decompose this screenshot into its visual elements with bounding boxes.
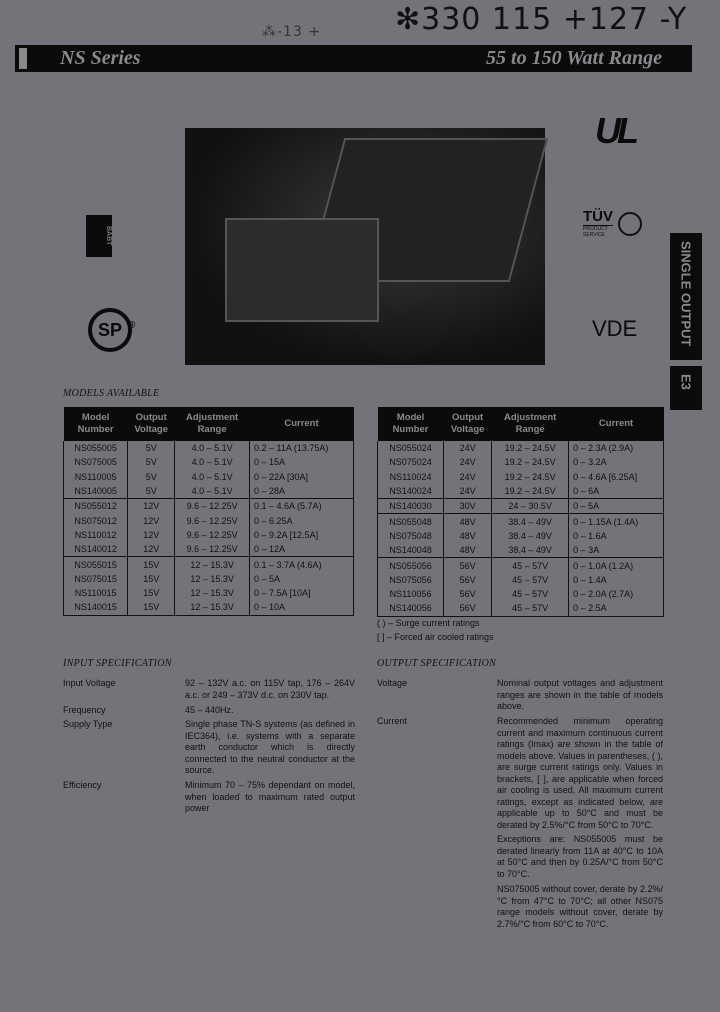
current-rating: 0 – 3.2A xyxy=(569,455,664,469)
output-voltage: 15V xyxy=(128,600,175,615)
output-voltage: 24V xyxy=(444,470,492,484)
table-row xyxy=(64,600,354,615)
models-table-left xyxy=(63,407,354,616)
model-number: NS055012 xyxy=(64,499,128,514)
column-header xyxy=(64,407,128,441)
banner-mark-icon xyxy=(19,48,27,69)
model-number: NS110056 xyxy=(378,587,444,601)
column-header xyxy=(444,407,492,441)
output-voltage: 24V xyxy=(444,441,492,455)
column-header-line: Current xyxy=(598,418,634,429)
current-rating: 0 – 1.6A xyxy=(569,529,664,543)
adjustment-range: 45 – 57V xyxy=(492,573,569,587)
table-row xyxy=(64,499,354,514)
current-rating: 0 – 2.3A (2.9A) xyxy=(569,441,664,455)
adjustment-range: 38.4 – 49V xyxy=(492,514,569,529)
current-rating: 0.2 – 11A (13.75A) xyxy=(250,441,354,455)
spec-label: Input Voltage xyxy=(63,678,116,688)
current-rating: 0 – 3A xyxy=(569,543,664,558)
adjustment-range: 9.6 – 12.25V xyxy=(175,542,250,557)
model-number: NS075005 xyxy=(64,455,128,469)
column-header-line: Adjustment xyxy=(504,412,557,423)
adjustment-range: 19.2 – 24.5V xyxy=(492,455,569,469)
table-row xyxy=(378,543,664,558)
table-row xyxy=(64,557,354,572)
tab-single-output-label: SINGLE OUTPUT xyxy=(678,241,694,347)
current-rating: 0 – 10A xyxy=(250,600,354,615)
current-rating: 0.1 – 3.7A (4.6A) xyxy=(250,557,354,572)
output-voltage: 56V xyxy=(444,601,492,616)
table-row xyxy=(378,499,664,514)
handwritten-note: ✻330 115 +127 -Y xyxy=(395,2,688,37)
spec-value: Recommended minimum operating current and maximum continuous current ratings (Imax) are shown in the table of models above. Values in parentheses, ( ), are surge current ratings only. Values in brackets, [ ], are applicable when forced air cooling is used. All maximum current ratings, except as indicated below, are applicable up to 50°C and must be derated by 2.5%/°C from 50°C to 70°C. xyxy=(497,716,663,830)
output-spec-heading: OUTPUT SPECIFICATION xyxy=(377,658,497,669)
table-row xyxy=(64,441,354,455)
table-row xyxy=(64,455,354,469)
adjustment-range: 45 – 57V xyxy=(492,601,569,616)
adjustment-range: 4.0 – 5.1V xyxy=(175,441,250,455)
adjustment-range: 12 – 15.3V xyxy=(175,557,250,572)
output-voltage: 15V xyxy=(128,557,175,572)
model-number: NS140030 xyxy=(378,499,444,514)
column-header-line: Adjustment xyxy=(185,412,239,423)
spec-value: Nominal output voltages and adjustment ranges are shown in the table of models above. xyxy=(497,678,663,711)
vde-logo: VDE xyxy=(592,316,638,341)
registered-icon: ® xyxy=(128,320,136,331)
column-header xyxy=(569,407,664,441)
column-header-line: Current xyxy=(284,418,319,429)
output-voltage: 24V xyxy=(444,484,492,499)
adjustment-range: 38.4 – 49V xyxy=(492,543,569,558)
input-spec-heading: INPUT SPECIFICATION xyxy=(63,658,172,669)
spec-label: Voltage xyxy=(377,678,408,688)
spec-value: 92 – 132V a.c. on 115V tap, 176 – 264V a.c. or 249 – 373V d.c. on 230V tap. xyxy=(185,678,355,700)
column-header-line: Voltage xyxy=(450,424,485,435)
models-available-heading: MODELS AVAILABLE xyxy=(63,388,160,399)
current-rating: 0 – 7.5A [10A] xyxy=(250,586,354,600)
current-rating: 0 – 4.6A [6.25A] xyxy=(569,470,664,484)
model-number: NS055056 xyxy=(378,558,444,573)
table-row xyxy=(64,586,354,600)
tab-next-label: E3 xyxy=(678,374,694,390)
column-header-line: Voltage xyxy=(134,424,169,435)
handwritten-note-small: ⁂-13 + xyxy=(262,24,322,40)
model-number: NS140024 xyxy=(378,484,444,499)
model-number: NS140056 xyxy=(378,601,444,616)
spec-label: Frequency xyxy=(63,705,106,715)
output-voltage: 15V xyxy=(128,572,175,586)
column-header xyxy=(128,407,175,441)
spec-value: 45 – 440Hz. xyxy=(185,705,234,715)
current-rating: 0 – 1.15A (1.4A) xyxy=(569,514,664,529)
output-voltage: 5V xyxy=(128,484,175,499)
exception-text: NS075005 without cover, derate by 2.2%/°C from 47°C to 70°C; all other NS075 range models without cover, derate by 2.7%/°C from 60°C to 70°C. xyxy=(497,884,663,929)
ul-logo: UL xyxy=(595,110,635,151)
column-header-line: Number xyxy=(392,424,429,435)
babt-logo: BABT xyxy=(86,215,112,257)
model-number: NS140015 xyxy=(64,600,128,615)
model-number: NS110024 xyxy=(378,470,444,484)
column-header-line: Output xyxy=(135,412,167,423)
adjustment-range: 24 – 30.5V xyxy=(492,499,569,514)
surge-note: ( ) – Surge current ratings xyxy=(377,618,480,628)
output-voltage: 56V xyxy=(444,573,492,587)
model-number: NS140005 xyxy=(64,484,128,499)
watt-range-title: 55 to 150 Watt Range xyxy=(486,47,662,69)
model-number: NS055048 xyxy=(378,514,444,529)
output-voltage: 48V xyxy=(444,543,492,558)
adjustment-range: 12 – 15.3V xyxy=(175,600,250,615)
table-row xyxy=(64,470,354,484)
models-table-right xyxy=(377,407,664,617)
model-number: NS055005 xyxy=(64,441,128,455)
exception-text: Exceptions are: NS055005 must be derated linearly from 11A at 40°C to 10A at 50°C and then by 0.25A/°C from 50°C to 70°C. xyxy=(497,834,663,879)
output-voltage: 24V xyxy=(444,455,492,469)
column-header-line: Output xyxy=(452,412,484,423)
adjustment-range: 4.0 – 5.1V xyxy=(175,470,250,484)
forced-air-note: [ ] – Forced air cooled ratings xyxy=(377,632,494,642)
output-spec xyxy=(377,678,663,938)
product-photo xyxy=(185,128,545,365)
adjustment-range: 9.6 – 12.25V xyxy=(175,513,250,527)
output-voltage: 48V xyxy=(444,529,492,543)
spec-label: Efficiency xyxy=(63,780,102,790)
current-rating: 0 – 2.0A (2.7A) xyxy=(569,587,664,601)
table-row xyxy=(64,484,354,499)
output-voltage: 56V xyxy=(444,558,492,573)
spec-label: Current xyxy=(377,716,408,726)
model-number: NS075048 xyxy=(378,529,444,543)
table-row xyxy=(378,601,664,616)
tuv-logo-text: TÜV xyxy=(583,208,613,225)
output-voltage: 5V xyxy=(128,470,175,484)
current-rating: 0 – 5A xyxy=(250,572,354,586)
tuv-logo xyxy=(583,208,613,238)
column-header-line: Range xyxy=(197,424,227,435)
column-header xyxy=(250,407,354,441)
current-rating: 0 – 15A xyxy=(250,455,354,469)
current-rating: 0 – 2.5A xyxy=(569,601,664,616)
adjustment-range: 12 – 15.3V xyxy=(175,586,250,600)
adjustment-range: 9.6 – 12.25V xyxy=(175,499,250,514)
model-number: NS055015 xyxy=(64,557,128,572)
spec-value: Minimum 70 – 75% dependant on model, when loaded to maximum rated output power xyxy=(185,780,355,813)
table-row xyxy=(378,529,664,543)
spec-label: Supply Type xyxy=(63,719,113,729)
table-row xyxy=(64,528,354,542)
column-header-line: Number xyxy=(77,424,114,435)
output-voltage: 48V xyxy=(444,514,492,529)
model-number: NS140012 xyxy=(64,542,128,557)
current-rating: 0 – 6A xyxy=(569,484,664,499)
adjustment-range: 45 – 57V xyxy=(492,558,569,573)
table-row xyxy=(378,484,664,499)
model-number: NS110015 xyxy=(64,586,128,600)
input-spec xyxy=(63,678,355,828)
tuv-seal-icon xyxy=(618,212,642,236)
model-number: NS055024 xyxy=(378,441,444,455)
tab-single-output[interactable] xyxy=(670,233,702,360)
spec-value: Single phase TN-S systems (as defined in IEC364), i.e. systems with a separate earth conductor which is directly connected to the neutral conductor at the source. xyxy=(185,719,355,775)
adjustment-range: 4.0 – 5.1V xyxy=(175,484,250,499)
current-rating: 0 – 5A xyxy=(569,499,664,514)
model-number: NS075015 xyxy=(64,572,128,586)
output-voltage: 12V xyxy=(128,513,175,527)
adjustment-range: 4.0 – 5.1V xyxy=(175,455,250,469)
current-rating: 0 – 12A xyxy=(250,542,354,557)
current-rating: 0 – 22A [30A] xyxy=(250,470,354,484)
series-title: NS Series xyxy=(60,47,141,69)
table-row xyxy=(378,470,664,484)
current-rating: 0 – 9.2A [12.5A] xyxy=(250,528,354,542)
table-row xyxy=(378,587,664,601)
output-voltage: 56V xyxy=(444,587,492,601)
table-row xyxy=(378,558,664,573)
adjustment-range: 38.4 – 49V xyxy=(492,529,569,543)
table-row xyxy=(378,455,664,469)
table-row xyxy=(64,542,354,557)
model-number: NS075056 xyxy=(378,573,444,587)
adjustment-range: 19.2 – 24.5V xyxy=(492,470,569,484)
adjustment-range: 12 – 15.3V xyxy=(175,572,250,586)
table-row xyxy=(378,441,664,455)
model-number: NS140048 xyxy=(378,543,444,558)
table-row xyxy=(64,513,354,527)
output-voltage: 12V xyxy=(128,542,175,557)
output-voltage: 30V xyxy=(444,499,492,514)
adjustment-range: 19.2 – 24.5V xyxy=(492,441,569,455)
csa-logo: SP xyxy=(88,308,132,352)
tab-next-section[interactable] xyxy=(670,366,702,410)
adjustment-range: 19.2 – 24.5V xyxy=(492,484,569,499)
output-voltage: 12V xyxy=(128,528,175,542)
model-number: NS075024 xyxy=(378,455,444,469)
column-header-line: Model xyxy=(81,412,110,423)
current-rating: 0 – 1.4A xyxy=(569,573,664,587)
power-supply-board-image xyxy=(225,218,379,322)
adjustment-range: 45 – 57V xyxy=(492,587,569,601)
table-row xyxy=(378,514,664,529)
output-voltage: 15V xyxy=(128,586,175,600)
adjustment-range: 9.6 – 12.25V xyxy=(175,528,250,542)
column-header-line: Range xyxy=(515,424,545,435)
table-row xyxy=(64,572,354,586)
current-rating: 0 – 28A xyxy=(250,484,354,499)
output-voltage: 5V xyxy=(128,441,175,455)
output-voltage: 5V xyxy=(128,455,175,469)
column-header xyxy=(492,407,569,441)
model-number: NS110012 xyxy=(64,528,128,542)
output-voltage: 12V xyxy=(128,499,175,514)
current-rating: 0 – 6.25A xyxy=(250,513,354,527)
table-row xyxy=(378,573,664,587)
tuv-logo-subtext: PRODUCT SERVICE xyxy=(583,226,608,238)
column-header xyxy=(378,407,444,441)
model-number: NS075012 xyxy=(64,513,128,527)
column-header-line: Model xyxy=(396,412,425,423)
column-header xyxy=(175,407,250,441)
current-rating: 0.1 – 4.6A (5.7A) xyxy=(250,499,354,514)
header-banner xyxy=(15,45,692,72)
model-number: NS110005 xyxy=(64,470,128,484)
current-rating: 0 – 1.0A (1.2A) xyxy=(569,558,664,573)
